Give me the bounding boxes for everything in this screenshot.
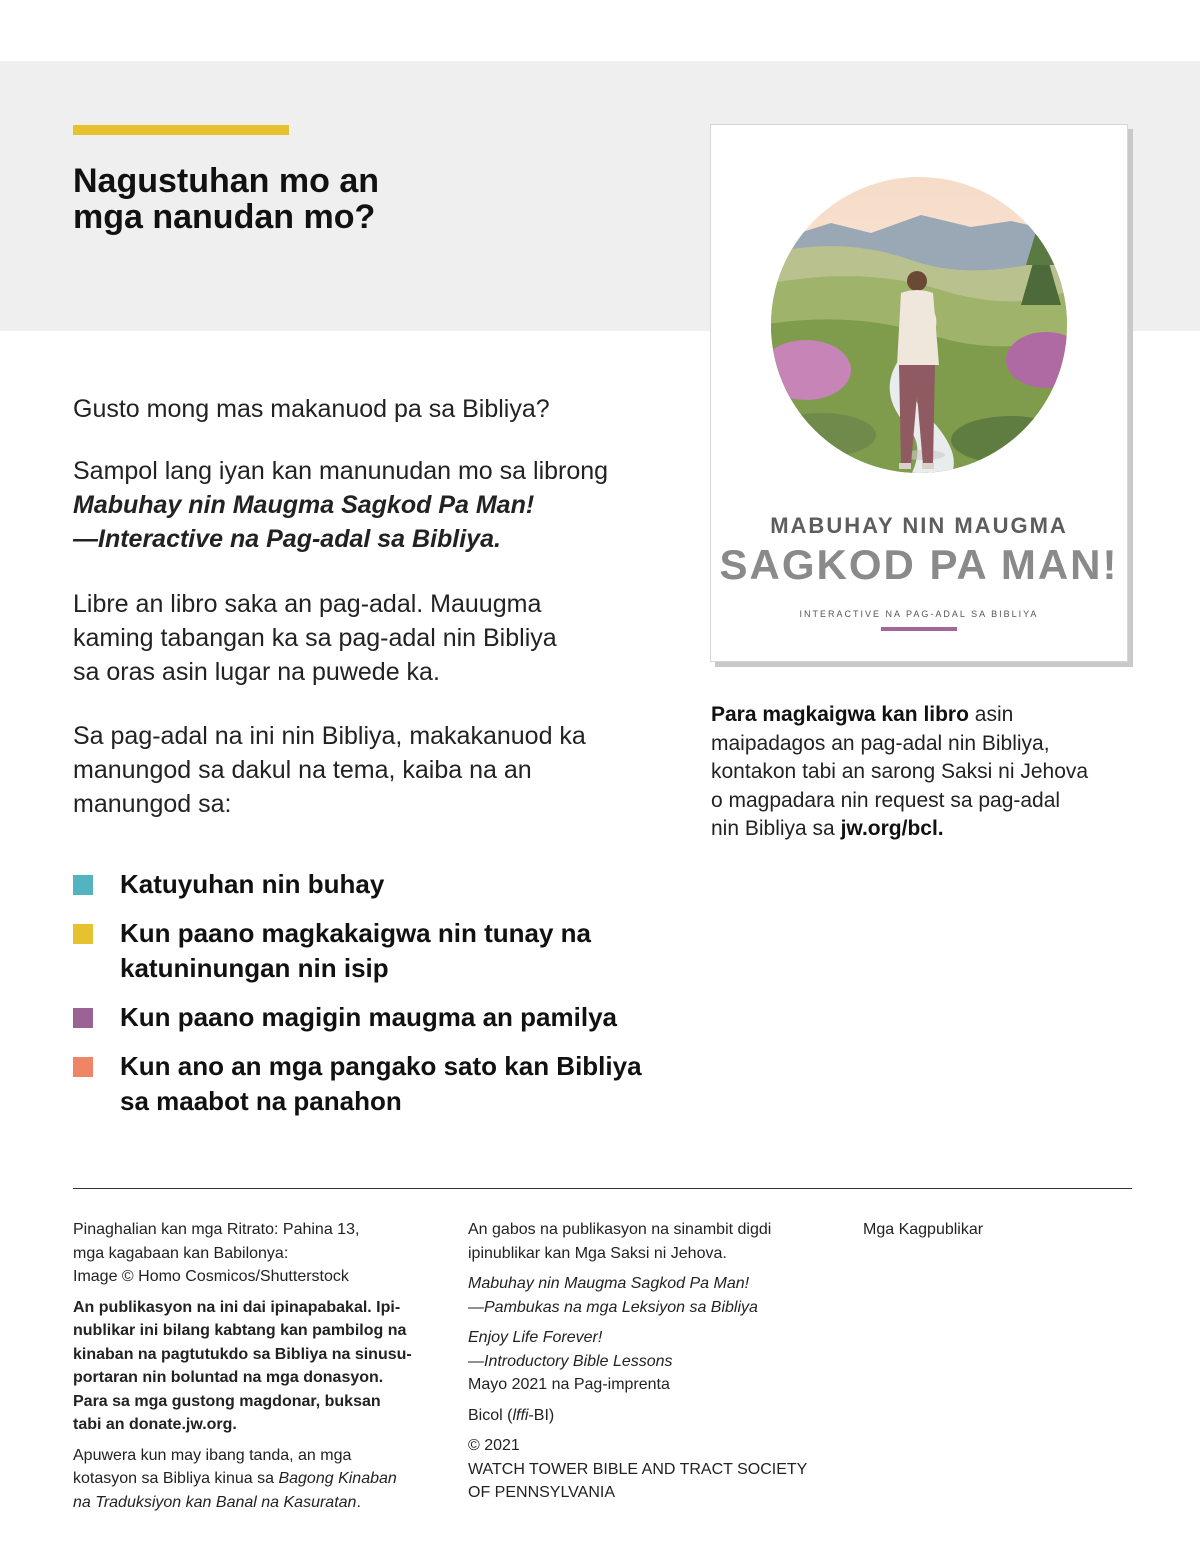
bible-quote-note — [73, 1444, 443, 1515]
text-line: tabi an donate.jw.org. — [73, 1416, 237, 1433]
bullet-square — [73, 875, 93, 895]
text-line: WATCH TOWER BIBLE AND TRACT SOCIETY — [468, 1460, 808, 1478]
website-link[interactable]: jw.org/bcl. — [840, 817, 944, 840]
publisher-note — [468, 1218, 838, 1265]
photo-credits — [73, 1218, 443, 1289]
language-code — [468, 1404, 838, 1428]
text-line: sa oras asin lugar na puwede ka. — [73, 658, 440, 686]
text-line: . — [356, 1493, 361, 1511]
text-line: nin Bibliya sa — [711, 817, 841, 840]
intro-question: Gusto mong mas makanuod pa sa Bibliya? — [73, 395, 550, 423]
topic-text: Kun paano magigin maugma an pamilya — [120, 1002, 617, 1032]
book-title-line: Mabuhay nin Maugma Sagkod Pa Man! — [73, 491, 535, 519]
text-line: Sa pag-adal na ini nin Bibliya, makakanuod ka — [73, 722, 586, 750]
topic-text: sa maabot na panahon — [120, 1086, 402, 1116]
text-line: Mabuhay nin Maugma Sagkod Pa Man! — [468, 1275, 750, 1292]
text-line: manungod sa: — [73, 790, 232, 818]
bullet-square — [73, 924, 93, 944]
footer-column-credits — [73, 1218, 443, 1521]
list-item — [73, 1049, 673, 1119]
text-line: kotasyon sa Bibliya kinua sa — [73, 1470, 279, 1487]
contact-text — [711, 701, 1131, 844]
text-line: —Introductory Bible Lessons — [468, 1352, 673, 1370]
cover-title-main: SAGKOD PA MAN! — [719, 541, 1119, 588]
text-line: Image © Homo Cosmicos/Shutterstock — [73, 1268, 349, 1285]
text-line: portaran nin boluntad na mga donasyon. — [73, 1369, 384, 1386]
publishers-label: Mga Kagpublikar — [863, 1221, 984, 1238]
text-line: Enjoy Life Forever! — [468, 1329, 603, 1346]
free-paragraph — [73, 587, 557, 689]
contact-lead: Para magkaigwa kan libro — [711, 703, 969, 726]
book-cover-image — [710, 124, 1128, 662]
footer-column-publication — [468, 1218, 838, 1512]
copyright — [468, 1434, 838, 1505]
topic-text: Kun ano an mga pangako sato kan Bibliya — [120, 1051, 642, 1081]
text-line: kaming tabangan ka sa pag-adal nin Bibliya — [73, 624, 557, 652]
text-line: ipinublikar kan Mga Saksi ni Jehova. — [468, 1244, 727, 1262]
footer-column-publishers — [863, 1218, 1123, 1249]
text-line: kontakon tabi an sarong Saksi ni Jehova — [711, 760, 1089, 783]
donation-notice — [73, 1296, 443, 1437]
text-line: Bicol ( — [468, 1406, 513, 1424]
text-line: maipadagos an pag-adal nin Bibliya, — [711, 731, 1050, 755]
page-heading — [73, 163, 493, 235]
english-title — [468, 1326, 838, 1397]
text-line: Libre an libro saka an pag-adal. Mauugma — [73, 590, 542, 618]
text-line: lffi — [512, 1406, 529, 1424]
text-line: OF PENNSYLVANIA — [468, 1484, 615, 1501]
bullet-square — [73, 1057, 93, 1077]
topic-text: Katuyuhan nin buhay — [120, 869, 385, 899]
text-line: asin — [968, 703, 1014, 726]
text-line: Apuwera kun may ibang tanda, an mga — [73, 1446, 352, 1464]
topic-text: katuninungan nin isip — [120, 953, 389, 983]
cover-subtitle: INTERACTIVE NA PAG-ADAL SA BIBLIYA — [799, 609, 1039, 619]
printing-date: Mayo 2021 na Pag-imprenta — [468, 1376, 670, 1393]
footer-divider — [73, 1188, 1132, 1189]
topics-paragraph — [73, 719, 586, 821]
topic-list — [73, 867, 673, 1133]
text-line: -BI) — [528, 1406, 555, 1424]
text-line: kinaban na pagtutukdo sa Bibliya na sinusu- — [73, 1345, 412, 1363]
accent-bar — [73, 125, 289, 135]
text-line: mga kagabaan kan Babilonya: — [73, 1244, 289, 1262]
cover-accent-line — [881, 627, 957, 631]
local-title — [468, 1272, 838, 1319]
topic-text: Kun paano magkakaigwa nin tunay na — [120, 918, 591, 948]
heading-line: mga nanudan mo? — [73, 198, 376, 236]
text-line: An gabos na publikasyon na sinambit digdi — [468, 1221, 772, 1238]
sample-text: Sampol lang iyan kan manunudan mo sa librong — [73, 457, 609, 485]
book-title-line: —Interactive na Pag-adal sa Bibliya. — [73, 525, 501, 553]
text-line: nublikar ini bilang kabtang kan pambilog na — [73, 1322, 407, 1339]
bullet-square — [73, 1008, 93, 1028]
text-line: © 2021 — [468, 1437, 520, 1454]
text-line: An publikasyon na ini dai ipinapabakal. Ipi- — [73, 1298, 401, 1316]
text-line: o magpadara nin request sa pag-adal — [711, 788, 1061, 812]
text-line: na Traduksiyon kan Banal na Kasuratan — [73, 1493, 357, 1511]
text-line: manungod sa dakul na tema, kaiba na an — [73, 756, 532, 784]
heading-line: Nagustuhan mo an — [73, 162, 380, 200]
text-line: —Pambukas na mga Leksiyon sa Bibliya — [468, 1298, 758, 1316]
sample-paragraph — [73, 454, 608, 556]
text-line: Bagong Kinaban — [278, 1470, 397, 1487]
list-item — [73, 867, 673, 902]
list-item — [73, 1000, 673, 1035]
list-item — [73, 916, 673, 986]
text-line: Para sa mga gustong magdonar, buksan — [73, 1392, 381, 1410]
cover-title-top: MABUHAY NIN MAUGMA — [770, 513, 1068, 538]
text-line: Pinaghalian kan mga Ritrato: Pahina 13, — [73, 1221, 360, 1238]
